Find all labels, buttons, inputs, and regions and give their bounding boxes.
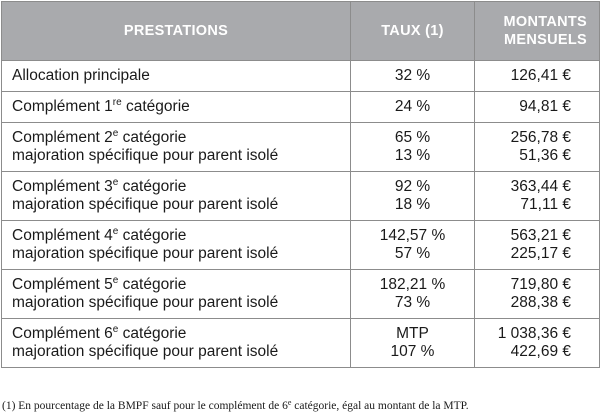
header-montants-line2: MENSUELS (504, 32, 587, 48)
row-montant: 94,81 € (475, 92, 600, 123)
row-sub-label: majoration spécifique pour parent isolé (12, 294, 279, 311)
row-taux: 32 % (351, 61, 475, 92)
row-label: Complément 2e catégorie majoration spécifique pour parent isolé (2, 123, 351, 172)
row-label: Complément 4e catégorie majoration spécifique pour parent isolé (2, 221, 351, 270)
row-montant: 719,80 € 288,38 € (475, 270, 600, 319)
table-row (2, 61, 600, 92)
row-taux: 182,21 % 73 % (351, 270, 475, 319)
table-header-row (2, 2, 600, 61)
header-montants (475, 2, 600, 61)
header-prestations: PRESTATIONS (2, 2, 351, 61)
row-montant: 363,44 € 71,11 € (475, 172, 600, 221)
footnote: (1) En pourcentage de la BMPF sauf pour le complément de 6e catégorie, égal au montant de la MTP. (2, 398, 469, 412)
row-sub-label: majoration spécifique pour parent isolé (12, 147, 279, 164)
row-taux: 142,57 % 57 % (351, 221, 475, 270)
row-taux: MTP 107 % (351, 319, 475, 368)
row-montant: 563,21 € 225,17 € (475, 221, 600, 270)
row-label: Complément 3e catégorie majoration spécifique pour parent isolé (2, 172, 351, 221)
header-taux: TAUX (1) (351, 2, 475, 61)
table-row (2, 172, 600, 221)
row-montant: 256,78 € 51,36 € (475, 123, 600, 172)
row-label: Complément 5e catégorie majoration spécifique pour parent isolé (2, 270, 351, 319)
table-row (2, 123, 600, 172)
table-row (2, 319, 600, 368)
row-sub-label: majoration spécifique pour parent isolé (12, 343, 279, 360)
row-sub-label: majoration spécifique pour parent isolé (12, 245, 279, 262)
table-row (2, 270, 600, 319)
row-label: Complément 1re catégorie (2, 92, 351, 123)
row-taux: 65 % 13 % (351, 123, 475, 172)
row-taux: 24 % (351, 92, 475, 123)
benefits-table (1, 1, 600, 368)
header-montants-line1: MONTANTS (503, 14, 587, 30)
row-sub-label: majoration spécifique pour parent isolé (12, 196, 279, 213)
row-label: Allocation principale (2, 61, 351, 92)
row-montant: 126,41 € (475, 61, 600, 92)
row-label: Complément 6e catégorie majoration spécifique pour parent isolé (2, 319, 351, 368)
row-montant: 1 038,36 € 422,69 € (475, 319, 600, 368)
table-row (2, 92, 600, 123)
row-taux: 92 % 18 % (351, 172, 475, 221)
table-row (2, 221, 600, 270)
